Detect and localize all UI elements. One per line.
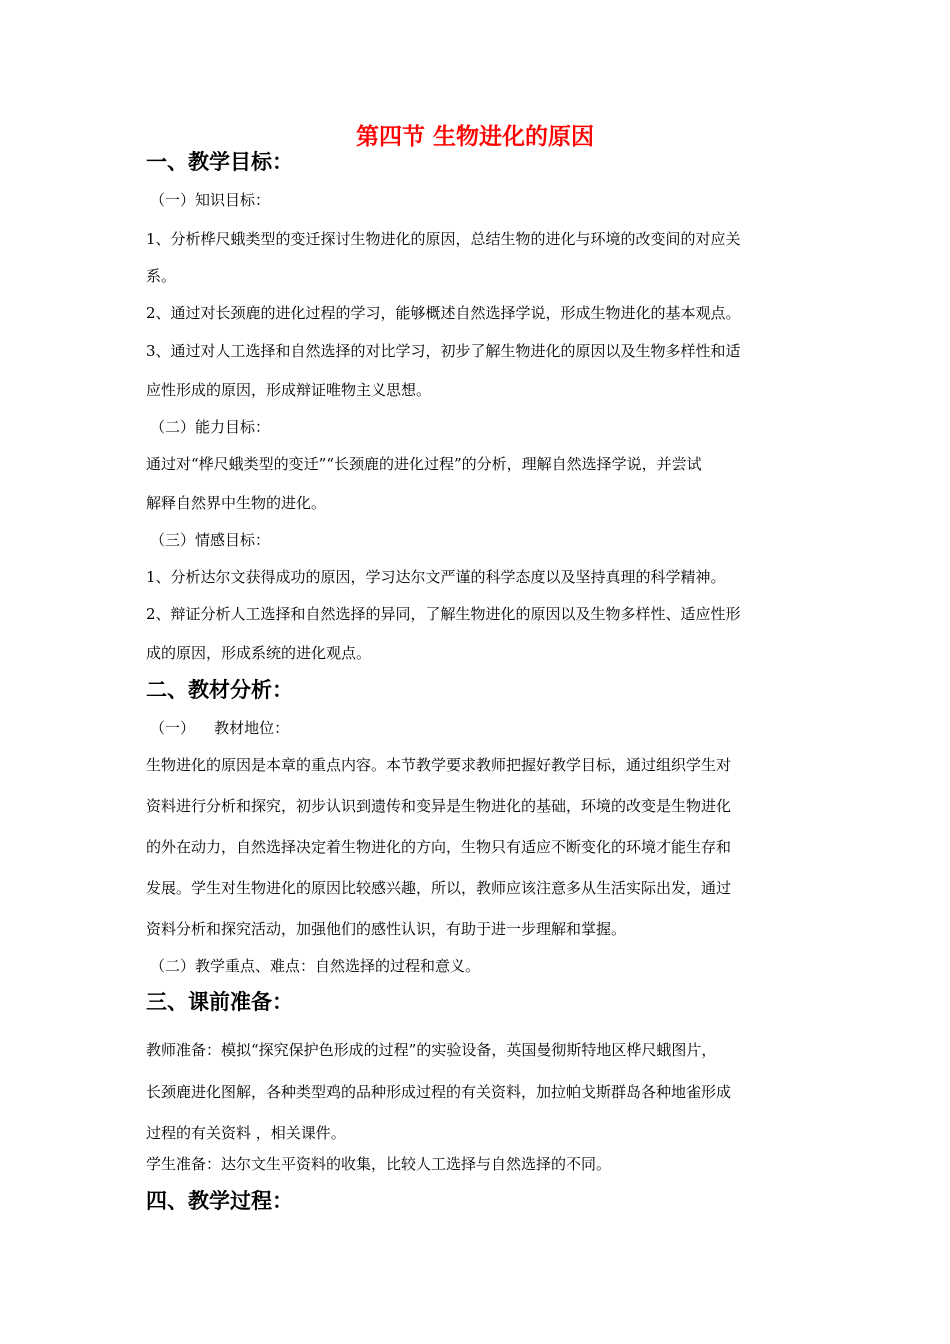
document-title: 第四节 生物进化的原因 bbox=[355, 124, 594, 150]
paragraph-line: 长颈鹿进化图解，各种类型鸡的品种形成过程的有关资料，加拉帕戈斯群岛各种地雀形成 bbox=[146, 1083, 732, 1101]
paragraph-line: 通过对“桦尺蛾类型的变迁”“长颈鹿的进化过程”的分析，理解自然选择学说，并尝试 bbox=[146, 455, 702, 473]
section-heading-preparation: 三、课前准备： bbox=[146, 990, 293, 1014]
paragraph-line: 2、通过对长颈鹿的进化过程的学习，能够概述自然选择学说，形成生物进化的基本观点。 bbox=[146, 304, 741, 322]
section-heading-teaching-goals: 一、教学目标： bbox=[146, 150, 293, 174]
paragraph-line: 解释自然界中生物的进化。 bbox=[146, 494, 327, 512]
paragraph-line: 3、通过对人工选择和自然选择的对比学习，初步了解生物进化的原因以及生物多样性和适 bbox=[146, 342, 741, 360]
paragraph-line: 成的原因，形成系统的进化观点。 bbox=[146, 644, 372, 662]
paragraph-line: 生物进化的原因是本章的重点内容。本节教学要求教师把握好教学目标，通过组织学生对 bbox=[146, 756, 732, 774]
subheading-ability-goals: （二）能力目标： bbox=[150, 418, 271, 436]
section-heading-teaching-process: 四、教学过程： bbox=[146, 1189, 293, 1213]
paragraph-line: 发展。学生对生物进化的原因比较感兴趣，所以，教师应该注意多从生活实际出发，通过 bbox=[146, 879, 732, 897]
paragraph-line: 过程的有关资料 ，相关课件。 bbox=[146, 1124, 346, 1142]
paragraph-line: 学生准备：达尔文生平资料的收集，比较人工选择与自然选择的不同。 bbox=[146, 1155, 612, 1173]
subheading-knowledge-goals: （一）知识目标： bbox=[150, 191, 271, 209]
paragraph-line: 1、分析达尔文获得成功的原因，学习达尔文严谨的科学态度以及坚持真理的科学精神。 bbox=[146, 568, 726, 586]
section-heading-material-analysis: 二、教材分析： bbox=[146, 678, 293, 702]
subheading-key-difficult-points: （二）教学重点、难点：自然选择的过程和意义。 bbox=[150, 957, 481, 975]
paragraph-line: 的外在动力，自然选择决定着生物进化的方向，生物只有适应不断变化的环境才能生存和 bbox=[146, 838, 732, 856]
subheading-material-position: （一） 教材地位： bbox=[150, 719, 290, 737]
paragraph-line: 系。 bbox=[146, 267, 177, 285]
paragraph-line: 资料进行分析和探究，初步认识到遗传和变异是生物进化的基础，环境的改变是生物进化 bbox=[146, 797, 732, 815]
paragraph-line: 应性形成的原因，形成辩证唯物主义思想。 bbox=[146, 381, 432, 399]
paragraph-line: 1、分析桦尺蛾类型的变迁探讨生物进化的原因，总结生物的进化与环境的改变间的对应关 bbox=[146, 230, 741, 248]
subheading-emotional-goals: （三）情感目标： bbox=[150, 531, 271, 549]
paragraph-line: 教师准备：模拟“探究保护色形成的过程”的实验设备，英国曼彻斯特地区桦尺蛾图片， bbox=[146, 1041, 717, 1059]
paragraph-line: 2、辩证分析人工选择和自然选择的异同，了解生物进化的原因以及生物多样性、适应性形 bbox=[146, 605, 741, 623]
paragraph-line: 资料分析和探究活动，加强他们的感性认识，有助于进一步理解和掌握。 bbox=[146, 920, 627, 938]
